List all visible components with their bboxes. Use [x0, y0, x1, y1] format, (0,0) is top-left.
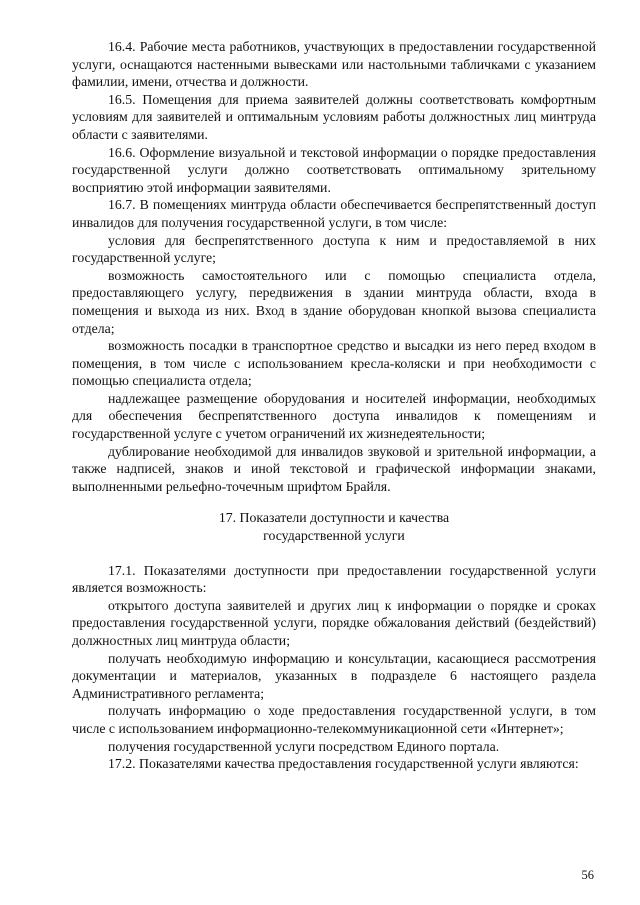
paragraph-17-1: 17.1. Показателями доступности при предоставлении государственной услуги является возможность: [72, 562, 596, 596]
paragraph-16-7: 16.7. В помещениях минтруда области обеспечивается беспрепятственный доступ инвалидов для получения государственной услуги, в том числе: [72, 197, 596, 230]
paragraph-17-1-item-4: получения государственной услуги посредством Единого портала. [108, 738, 500, 754]
paragraph-17-1-item-2: получать необходимую информацию и консультации, касающиеся рассмотрения документации и материалов, указанных в подразделе 6 настоящего раздела Административного регламента; [72, 650, 596, 701]
paragraph-16-6: 16.6. Оформление визуальной и текстовой информации о порядке предоставления государственной услуги должно соответствовать оптимальному зрительному восприятию этой информации заявителями. [72, 144, 596, 195]
paragraph-17-1-item-1: открытого доступа заявителей и других лиц к информации о порядке и сроках предоставления государственной услуги, порядке обжалования действий (бездействий) должностных лиц минтруда области; [72, 597, 596, 648]
paragraph-17-1-item-3: получать информацию о ходе предоставления государственной услуги, в том числе с использованием информационно-телекоммуникационной сети «Интернет»; [72, 703, 596, 736]
paragraph-16-7-item-4: надлежащее размещение оборудования и носителей информации, необходимых для обеспечения беспрепятственного доступа инвалидов к помещениям и государственной услуге с учетом ограничений их жизнедеятельности; [72, 390, 596, 442]
section-17-heading-line-1: 17. Показатели доступности и качества [218, 510, 450, 526]
paragraph-16-4: 16.4. Рабочие места работников, участвующих в предоставлении государственной услуги, оснащаются настенными вывесками или настольными табличками с указанием фамилии, имени, отчества и должности. [72, 39, 596, 90]
paragraph-16-7-item-1: условия для беспрепятственного доступа к ним и предоставляемой в них государственной услуге; [72, 232, 596, 266]
paragraph-16-7-item-2: возможность самостоятельного или с помощью специалиста отдела, предоставляющего услугу, передвижения в здании минтруда области, входа в помещения и выхода из них. Вход в здание оборудован кнопкой вызова специалиста отдела; [72, 267, 596, 336]
paragraph-16-5: 16.5. Помещения для приема заявителей должны соответствовать комфортным условиям для заявителей и оптимальным условиям работы должностных лиц минтруда области с заявителями. [72, 91, 596, 142]
paragraph-16-7-item-3: возможность посадки в транспортное средство и высадки из него перед входом в помещения, в том числе с использованием кресла-коляски и при необходимости с помощью специалиста отдела; [72, 338, 596, 389]
paragraph-16-7-item-5: дублирование необходимой для инвалидов звуковой и зрительной информации, а также надписей, знаков и иной текстовой и графической информации знаками, выполненными рельефно-точечным шрифтом Брайля. [72, 443, 596, 494]
section-17-heading-line-2: государственной услуги [263, 528, 405, 544]
section-17-heading [72, 509, 596, 544]
page-number: 56 [581, 868, 594, 882]
paragraph-17-2: 17.2. Показателями качества предоставления государственной услуги являются: [108, 756, 579, 772]
